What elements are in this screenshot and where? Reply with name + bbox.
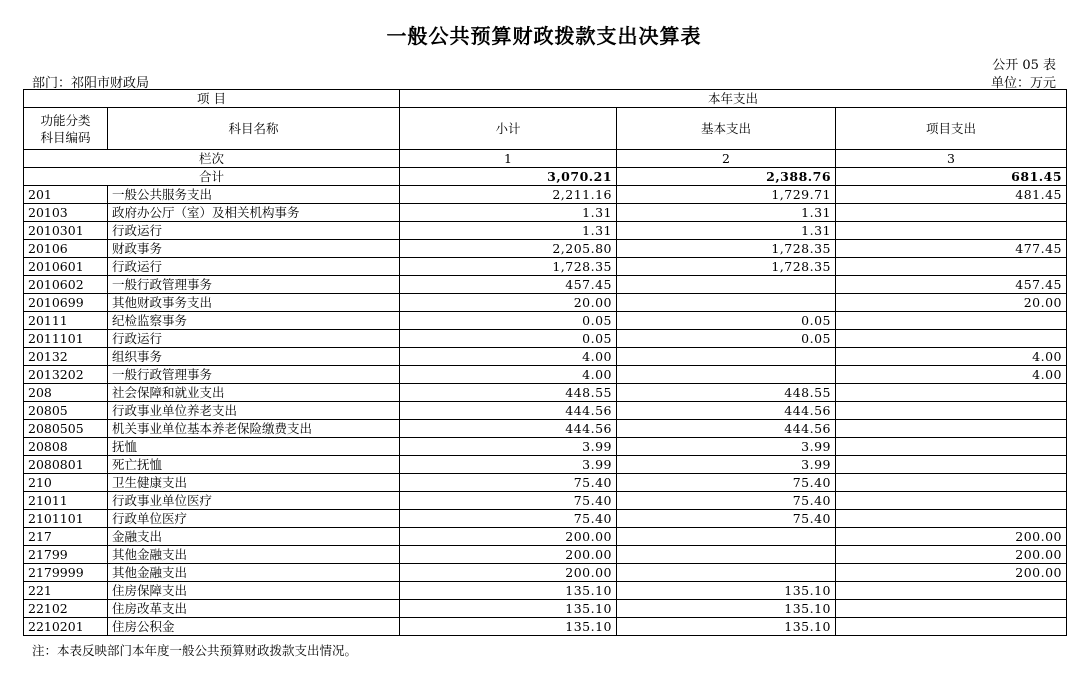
item-subtotal: 75.40	[400, 492, 617, 510]
item-basic: 1.31	[617, 204, 836, 222]
item-subtotal: 4.00	[400, 366, 617, 384]
item-subtotal: 1,728.35	[400, 258, 617, 276]
table-row	[24, 456, 1067, 474]
item-name: 行政单位医疗	[108, 510, 400, 528]
table-row	[24, 546, 1067, 564]
item-code: 2010601	[24, 258, 108, 276]
total-project: 681.45	[836, 168, 1067, 186]
form-number: 公开 05 表	[992, 58, 1056, 73]
table-row	[24, 492, 1067, 510]
item-name: 卫生健康支出	[108, 474, 400, 492]
item-code: 2010602	[24, 276, 108, 294]
item-subtotal: 1.31	[400, 222, 617, 240]
item-project: 4.00	[836, 366, 1067, 384]
item-project	[836, 204, 1067, 222]
item-basic: 444.56	[617, 420, 836, 438]
item-basic	[617, 276, 836, 294]
item-code: 210	[24, 474, 108, 492]
item-project	[836, 312, 1067, 330]
table-row	[24, 348, 1067, 366]
index-3: 3	[836, 150, 1067, 168]
expenditure-table	[23, 89, 1067, 636]
item-project: 457.45	[836, 276, 1067, 294]
table-row	[24, 276, 1067, 294]
item-name: 一般公共服务支出	[108, 186, 400, 204]
header-row-2	[24, 108, 1067, 150]
item-subtotal: 4.00	[400, 348, 617, 366]
table-row	[24, 510, 1067, 528]
table-row	[24, 312, 1067, 330]
item-subtotal: 75.40	[400, 474, 617, 492]
table-row	[24, 186, 1067, 204]
item-project: 481.45	[836, 186, 1067, 204]
item-code: 22102	[24, 600, 108, 618]
item-subtotal: 3.99	[400, 438, 617, 456]
item-subtotal: 20.00	[400, 294, 617, 312]
item-basic: 1,729.71	[617, 186, 836, 204]
name-header: 科目名称	[108, 108, 400, 150]
item-code: 2080801	[24, 456, 108, 474]
table-row	[24, 258, 1067, 276]
item-subtotal: 200.00	[400, 564, 617, 582]
item-project	[836, 492, 1067, 510]
item-code: 2210201	[24, 618, 108, 636]
item-code: 2010699	[24, 294, 108, 312]
item-name: 一般行政管理事务	[108, 276, 400, 294]
item-name: 组织事务	[108, 348, 400, 366]
item-basic	[617, 366, 836, 384]
table-row	[24, 294, 1067, 312]
item-code: 20805	[24, 402, 108, 420]
item-code: 201	[24, 186, 108, 204]
code-header	[24, 108, 108, 150]
footnote: 注：本表反映部门本年度一般公共预算财政拨款支出情况。	[32, 643, 358, 658]
item-project	[836, 438, 1067, 456]
item-basic: 75.40	[617, 510, 836, 528]
item-project: 4.00	[836, 348, 1067, 366]
table-row	[24, 402, 1067, 420]
item-basic	[617, 528, 836, 546]
item-project	[836, 384, 1067, 402]
item-subtotal: 457.45	[400, 276, 617, 294]
table-row	[24, 600, 1067, 618]
item-code: 20111	[24, 312, 108, 330]
item-code: 21799	[24, 546, 108, 564]
item-subtotal: 75.40	[400, 510, 617, 528]
project-header: 项目支出	[836, 108, 1067, 150]
item-header: 项 目	[24, 90, 400, 108]
item-basic: 448.55	[617, 384, 836, 402]
item-code: 20106	[24, 240, 108, 258]
item-name: 住房公积金	[108, 618, 400, 636]
item-project: 477.45	[836, 240, 1067, 258]
report-title: 一般公共预算财政拨款支出决算表	[386, 24, 702, 48]
unit-label: 单位：万元	[990, 76, 1056, 91]
item-name: 金融支出	[108, 528, 400, 546]
index-2: 2	[617, 150, 836, 168]
item-subtotal: 2,205.80	[400, 240, 617, 258]
item-project: 20.00	[836, 294, 1067, 312]
item-name: 一般行政管理事务	[108, 366, 400, 384]
item-basic: 75.40	[617, 474, 836, 492]
item-name: 其他金融支出	[108, 564, 400, 582]
item-project	[836, 582, 1067, 600]
item-name: 住房改革支出	[108, 600, 400, 618]
item-subtotal: 135.10	[400, 600, 617, 618]
table-row	[24, 330, 1067, 348]
table-row	[24, 618, 1067, 636]
item-name: 行政事业单位养老支出	[108, 402, 400, 420]
table-row	[24, 366, 1067, 384]
item-subtotal: 200.00	[400, 546, 617, 564]
item-project	[836, 420, 1067, 438]
item-name: 其他财政事务支出	[108, 294, 400, 312]
item-name: 机关事业单位基本养老保险缴费支出	[108, 420, 400, 438]
item-basic: 135.10	[617, 582, 836, 600]
item-name: 政府办公厅（室）及相关机构事务	[108, 204, 400, 222]
item-name: 行政运行	[108, 222, 400, 240]
item-project	[836, 510, 1067, 528]
item-basic: 75.40	[617, 492, 836, 510]
item-basic: 1,728.35	[617, 258, 836, 276]
item-code: 2080505	[24, 420, 108, 438]
item-name: 其他金融支出	[108, 546, 400, 564]
item-subtotal: 135.10	[400, 582, 617, 600]
item-project	[836, 330, 1067, 348]
item-subtotal: 448.55	[400, 384, 617, 402]
item-project: 200.00	[836, 564, 1067, 582]
item-name: 抚恤	[108, 438, 400, 456]
item-name: 纪检监察事务	[108, 312, 400, 330]
total-row	[24, 168, 1067, 186]
index-row	[24, 150, 1067, 168]
item-basic: 1.31	[617, 222, 836, 240]
subtotal-header: 小计	[400, 108, 617, 150]
item-basic: 3.99	[617, 456, 836, 474]
item-basic: 444.56	[617, 402, 836, 420]
table-row	[24, 204, 1067, 222]
item-code: 21011	[24, 492, 108, 510]
item-code: 2101101	[24, 510, 108, 528]
item-code: 20808	[24, 438, 108, 456]
item-subtotal: 0.05	[400, 330, 617, 348]
item-project: 200.00	[836, 546, 1067, 564]
item-subtotal: 444.56	[400, 402, 617, 420]
item-project	[836, 402, 1067, 420]
header-row-1	[24, 90, 1067, 108]
item-project	[836, 222, 1067, 240]
item-project	[836, 456, 1067, 474]
row-index-label: 栏次	[24, 150, 400, 168]
item-subtotal: 1.31	[400, 204, 617, 222]
item-code: 217	[24, 528, 108, 546]
item-basic: 135.10	[617, 618, 836, 636]
total-label: 合计	[24, 168, 400, 186]
item-basic	[617, 546, 836, 564]
item-subtotal: 0.05	[400, 312, 617, 330]
item-code: 208	[24, 384, 108, 402]
item-basic: 3.99	[617, 438, 836, 456]
item-subtotal: 2,211.16	[400, 186, 617, 204]
item-code: 2010301	[24, 222, 108, 240]
item-code: 20103	[24, 204, 108, 222]
item-project: 200.00	[836, 528, 1067, 546]
total-subtotal: 3,070.21	[400, 168, 617, 186]
item-subtotal: 135.10	[400, 618, 617, 636]
table-row	[24, 240, 1067, 258]
table-row	[24, 222, 1067, 240]
item-basic	[617, 294, 836, 312]
item-name: 死亡抚恤	[108, 456, 400, 474]
item-basic: 135.10	[617, 600, 836, 618]
item-code: 2179999	[24, 564, 108, 582]
item-basic: 0.05	[617, 312, 836, 330]
item-project	[836, 258, 1067, 276]
table-row	[24, 528, 1067, 546]
index-1: 1	[400, 150, 617, 168]
item-basic: 1,728.35	[617, 240, 836, 258]
item-name: 社会保障和就业支出	[108, 384, 400, 402]
item-name: 财政事务	[108, 240, 400, 258]
item-basic	[617, 564, 836, 582]
item-basic: 0.05	[617, 330, 836, 348]
item-subtotal: 444.56	[400, 420, 617, 438]
item-code: 20132	[24, 348, 108, 366]
basic-header: 基本支出	[617, 108, 836, 150]
item-subtotal: 200.00	[400, 528, 617, 546]
item-code: 221	[24, 582, 108, 600]
code-header-line1: 功能分类	[40, 112, 91, 128]
item-code: 2011101	[24, 330, 108, 348]
code-header-line2: 科目编码	[40, 129, 91, 145]
table-row	[24, 420, 1067, 438]
table-row	[24, 564, 1067, 582]
item-project	[836, 618, 1067, 636]
table-row	[24, 582, 1067, 600]
item-code: 2013202	[24, 366, 108, 384]
item-subtotal: 3.99	[400, 456, 617, 474]
table-row	[24, 384, 1067, 402]
item-name: 行政运行	[108, 330, 400, 348]
item-name: 行政运行	[108, 258, 400, 276]
item-name: 行政事业单位医疗	[108, 492, 400, 510]
department-label: 部门：祁阳市财政局	[32, 76, 150, 91]
item-basic	[617, 348, 836, 366]
item-project	[836, 600, 1067, 618]
table-row	[24, 474, 1067, 492]
item-name: 住房保障支出	[108, 582, 400, 600]
item-project	[836, 474, 1067, 492]
current-year-header: 本年支出	[400, 90, 1067, 108]
table-row	[24, 438, 1067, 456]
total-basic: 2,388.76	[617, 168, 836, 186]
